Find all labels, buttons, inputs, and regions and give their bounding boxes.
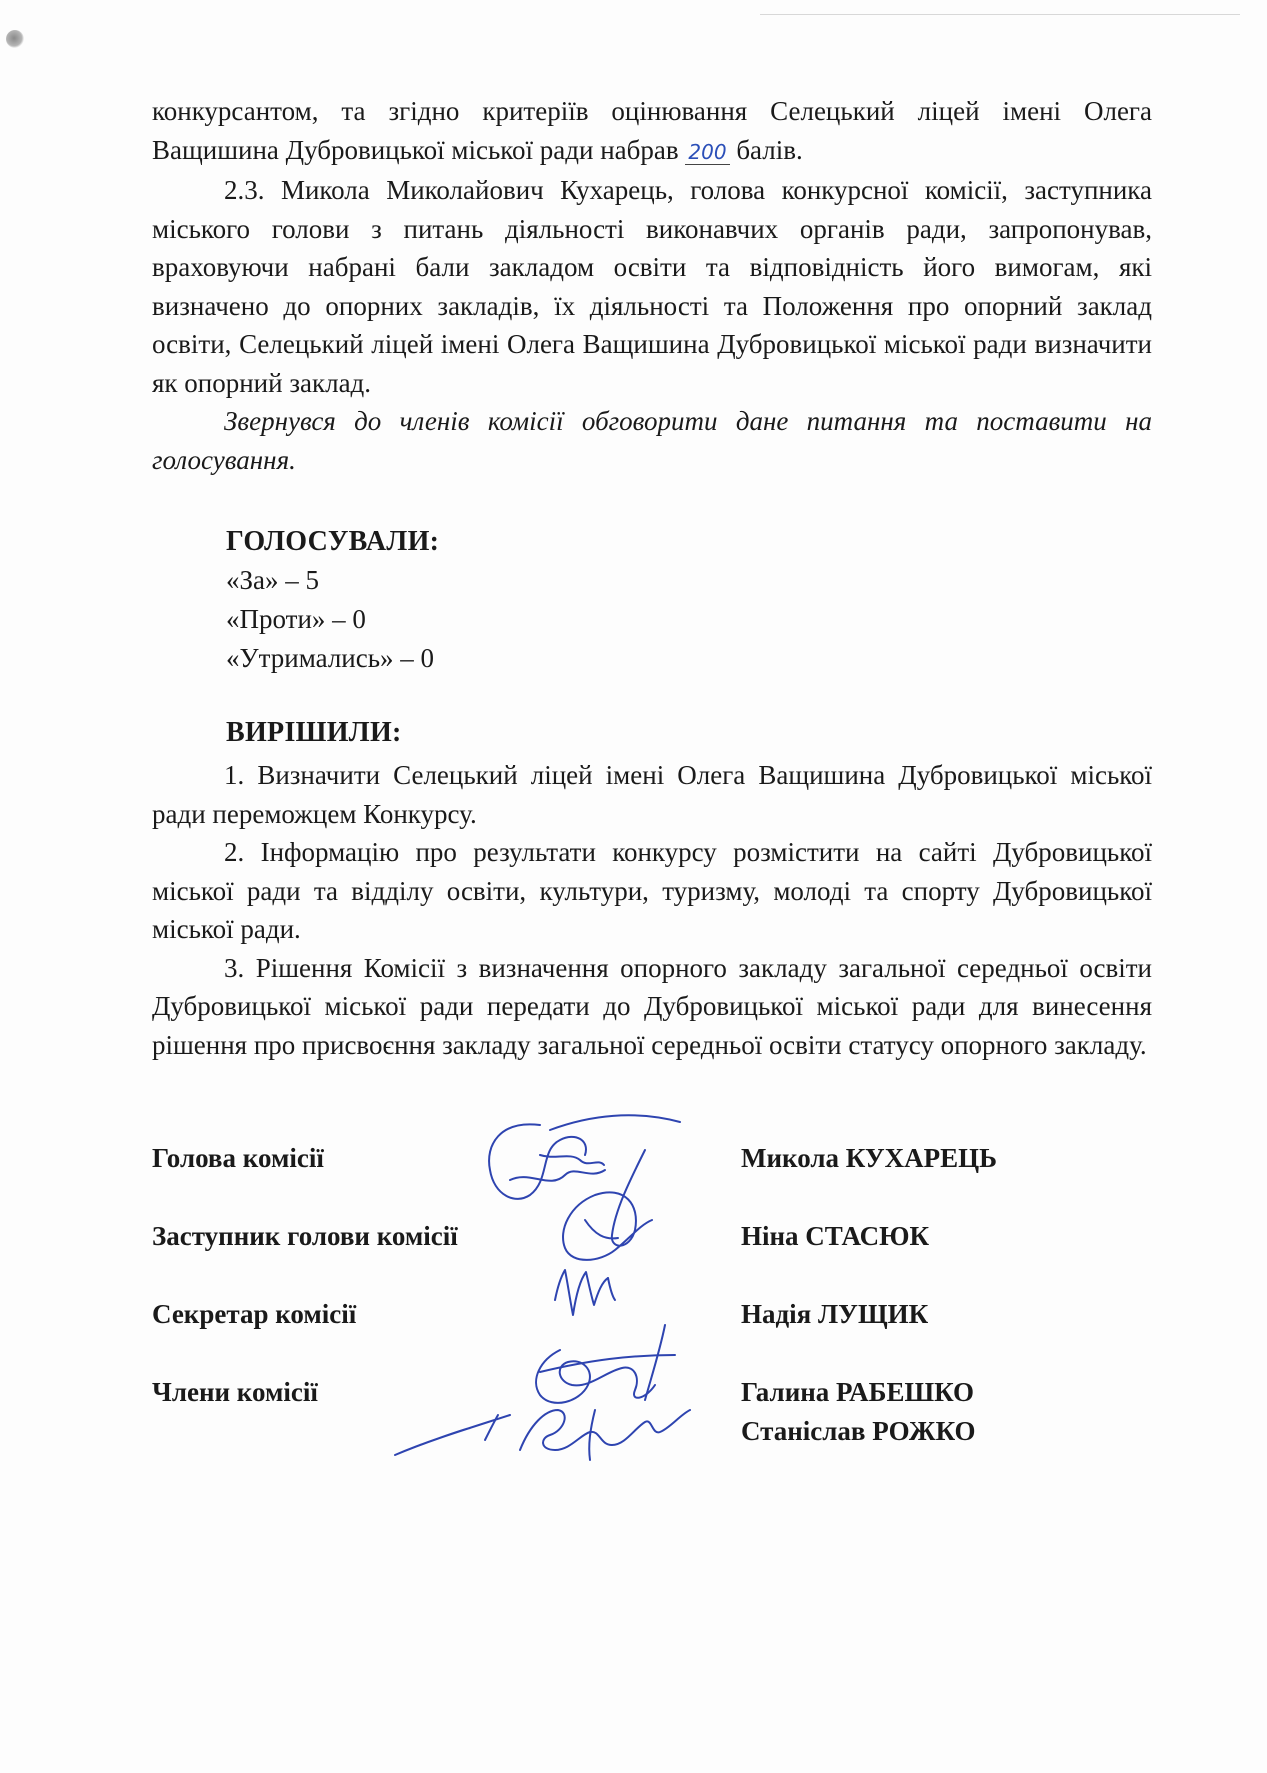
vote-against: «Проти» – 0 xyxy=(226,604,366,634)
signature-members-role: Члени комісії xyxy=(152,1377,318,1407)
signature-chair-name: Микола КУХАРЕЦЬ xyxy=(741,1143,997,1173)
vote-abstained: «Утримались» – 0 xyxy=(226,643,435,673)
paragraph-2-3: 2.3. Микола Миколайович Кухарець, голова конкурсної комісії, заступника міського голови з питань діяльності виконавчих органів ради, запропонував, враховуючи набрані бали закладом освіти та відповідність його вимогам, які визначено до опорних закладів, їх діяльності та Положення про опорний заклад освіти, Селецький ліцей імені Олега Ващишина Дубровицької міської ради визначити як опорний заклад. xyxy=(152,175,1152,398)
handwritten-signatures xyxy=(390,1110,750,1480)
handwritten-score: 200 xyxy=(685,140,729,165)
resolved-item-1: 1. Визначити Селецький ліцей імені Олега Ващишина Дубровицької міської ради переможцем Конкурсу. xyxy=(152,760,1152,829)
signature-member-1-name: Галина РАБЕШКО xyxy=(741,1377,975,1407)
vote-for: «За» – 5 xyxy=(226,565,320,595)
signature-deputy-role: Заступник голови комісії xyxy=(152,1221,458,1251)
paragraph-continuation-end: балів. xyxy=(736,134,803,165)
paragraph-continuation-text: конкурсантом, та згідно критеріїв оцінювання Селецький ліцей імені Олега Ващишина Дубровицької міської ради набрав xyxy=(152,96,1152,165)
resolved-item-3: 3. Рішення Комісії з визначення опорного закладу загальної середньої освіти Дубровицької міської ради передати до Дубровицької міської ради для винесення рішення про присвоєння закладу загальної середньої освіти статусу опорного закладу. xyxy=(152,952,1152,1060)
scan-hole-mark xyxy=(6,30,24,48)
signature-chair-role: Голова комісії xyxy=(152,1143,324,1173)
voting-section xyxy=(226,522,439,678)
resolved-item-2: 2. Інформацію про результати конкурсу розмістити на сайті Дубровицької міської ради та відділу освіти, культури, туризму, молоді та спорту Дубровицької міської ради. xyxy=(152,837,1152,944)
signature-deputy-name: Ніна СТАСЮК xyxy=(741,1221,930,1251)
voting-heading: ГОЛОСУВАЛИ: xyxy=(226,526,440,557)
document-body xyxy=(152,92,1152,479)
scan-edge-line xyxy=(760,14,1240,15)
resolved-heading: ВИРІШИЛИ: xyxy=(226,717,402,748)
signature-member-2-scribble xyxy=(395,1410,690,1460)
signature-chair-scribble xyxy=(489,1115,680,1199)
signature-member-1-scribble xyxy=(536,1325,675,1403)
resolved-section xyxy=(152,756,1152,1064)
paragraph-continuation xyxy=(152,92,1152,171)
signature-secretary-name: Надія ЛУЩИК xyxy=(741,1299,929,1329)
paragraph-italic-call: Звернувся до членів комісії обговорити дане питання та поставити на голосування. xyxy=(152,406,1152,475)
signature-secretary-role: Секретар комісії xyxy=(152,1299,357,1329)
signature-member-2-name: Станіслав РОЖКО xyxy=(741,1416,976,1446)
signature-secretary-scribble xyxy=(555,1270,615,1315)
signature-deputy-scribble xyxy=(563,1150,652,1260)
